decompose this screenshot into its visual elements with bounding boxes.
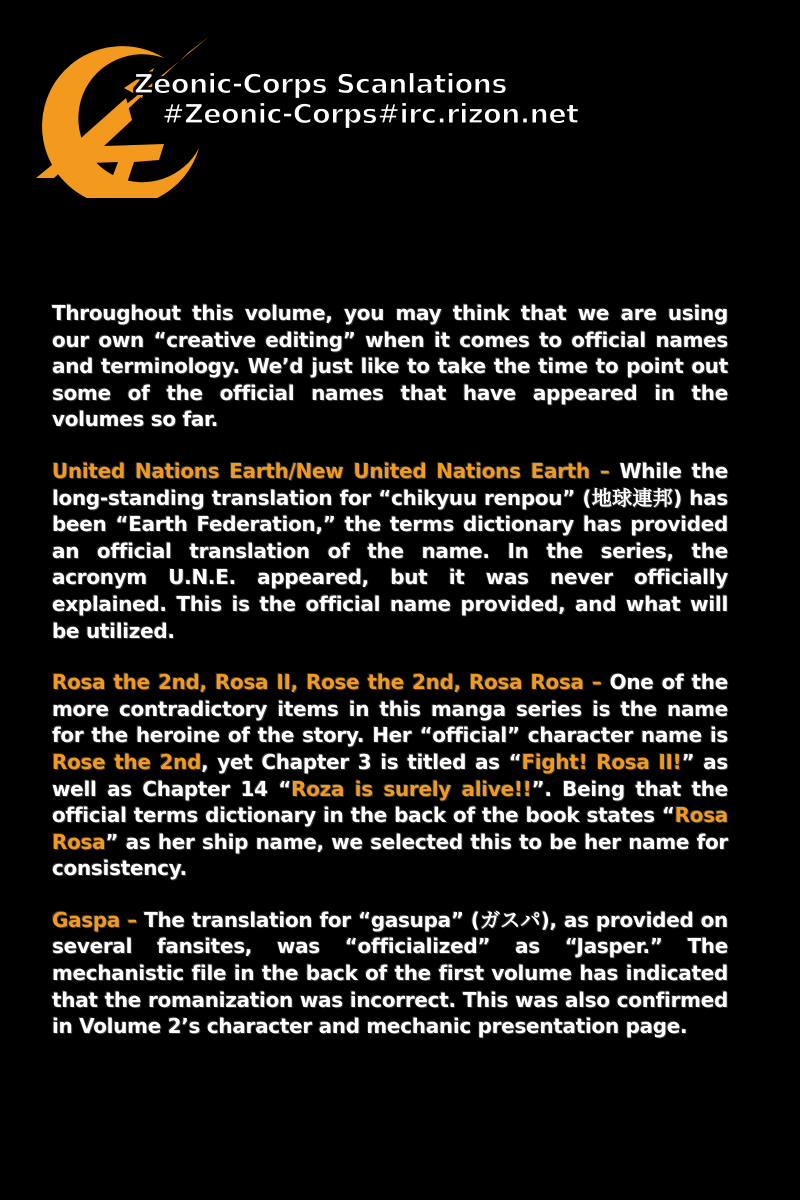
note-text: ” as well as Chapter 14 “ xyxy=(52,749,728,801)
note-text: ” as her ship name, we selected this to be her name for consistency. xyxy=(52,829,728,881)
irc-channel: #Zeonic-Corps#irc.rizon.net xyxy=(162,99,579,130)
highlight-rosa-rosa: Rosa Rosa xyxy=(52,803,728,854)
group-name: Zeonic-Corps Scanlations xyxy=(134,69,507,100)
note-text: The translation for “gasupa” (ガスパ), as provided on several fansites, was “officialized” as “Jasper.” The mechanistic file in the back of the first volume has indicated that the romanization was incorrect. This was also confirmed in Volume 2’s character and mechanic presentation page. xyxy=(52,907,728,1039)
scanlation-header xyxy=(134,70,579,130)
note-text: While the long-standing translation for “chikyuu renpou” (地球連邦) has been “Earth Federation,” the terms dictionary has provided an official translation of the name. In the series, the acronym U.N.E. appeared, but it was never officially explained. This is the official name provided, and what will be utilized. xyxy=(52,458,728,643)
highlight-chapter-3-title: Fight! Rosa II! xyxy=(521,749,682,774)
note-united-nations-earth xyxy=(52,458,728,644)
note-gaspa xyxy=(52,907,728,1040)
highlight-chapter-14-title: Roza is surely alive!! xyxy=(291,776,532,801)
term-label: Gaspa – xyxy=(52,907,137,932)
note-text: One of the more contradictory items in this manga series is the name for the heroine of the story. Her “official” character name is xyxy=(52,670,728,748)
note-text: ”. Being that the official terms dictionary in the back of the book states “ xyxy=(52,776,728,828)
note-text: , yet Chapter 3 is titled as “ xyxy=(201,749,522,774)
term-label: Rosa the 2nd, Rosa II, Rose the 2nd, Rosa Rosa – xyxy=(52,670,602,695)
term-label: United Nations Earth/New United Nations Earth – xyxy=(52,458,610,483)
highlight-rose-the-2nd: Rose the 2nd xyxy=(52,749,202,774)
note-rosa-the-2nd xyxy=(52,669,728,882)
translation-notes xyxy=(52,300,728,1065)
intro-paragraph: Throughout this volume, you may think that we are using our own “creative editing” when it comes to official names and terminology. We’d just like to take the time to point out some of the official names that have appeared in the volumes so far. xyxy=(52,301,728,432)
